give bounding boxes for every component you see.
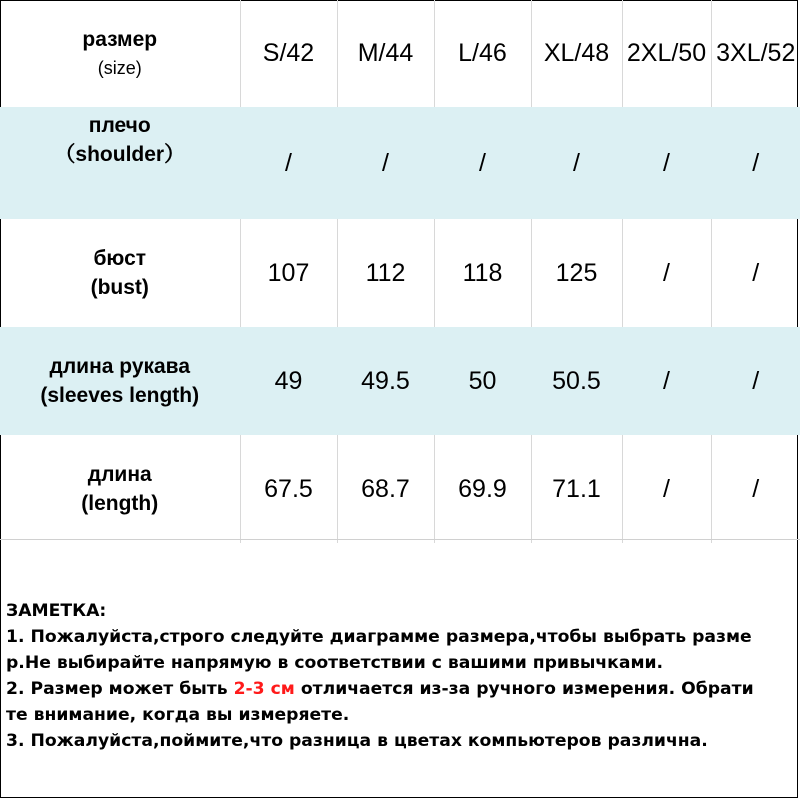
shoulder-value: / <box>622 107 711 219</box>
note-3: 3. Пожалуйста,поймите,что разница в цветах компьютеров различна. <box>6 731 708 751</box>
sleeve-value: 50.5 <box>531 327 622 435</box>
size-m: M/44 <box>337 0 434 107</box>
shoulder-label-en: （shoulder） <box>54 143 186 166</box>
bust-value: 118 <box>434 219 531 327</box>
note-2-line-b: те внимание, когда вы измеряете. <box>6 705 350 725</box>
notes-section <box>6 598 800 754</box>
shoulder-value: / <box>434 107 531 219</box>
size-label-ru: размер <box>82 27 158 51</box>
length-row <box>0 435 800 543</box>
length-value: / <box>622 435 711 543</box>
note-2-text-before: 2. Размер может быть <box>6 679 234 699</box>
shoulder-value: / <box>531 107 622 219</box>
note-2-highlight: 2-3 см <box>233 679 295 699</box>
bust-label-en: (bust) <box>90 276 149 299</box>
bust-value: 125 <box>531 219 622 327</box>
shoulder-label-ru: плечо <box>88 114 151 137</box>
shoulder-value: / <box>337 107 434 219</box>
length-value: 68.7 <box>337 435 434 543</box>
sleeve-row <box>0 327 800 435</box>
note-1-line-b: р.Не выбирайте напрямую в соответствии с вашими привычками. <box>6 653 664 673</box>
sleeve-label-ru: длина рукава <box>49 355 190 378</box>
length-label-en: (length) <box>81 492 159 515</box>
table-bottom-divider <box>0 539 800 540</box>
size-header-row <box>0 0 800 107</box>
shoulder-value: / <box>240 107 337 219</box>
length-value: 67.5 <box>240 435 337 543</box>
size-3xl: 3XL/52 <box>711 0 800 107</box>
length-label-ru: длина <box>87 463 152 486</box>
bust-value: / <box>711 219 800 327</box>
bust-value: 112 <box>337 219 434 327</box>
shoulder-label <box>0 107 240 219</box>
notes-title: ЗАМЕТКА: <box>6 601 107 621</box>
sleeve-value: 49 <box>240 327 337 435</box>
note-1-line-a: 1. Пожалуйста,строго следуйте диаграмме размера,чтобы выбрать разме <box>6 627 752 647</box>
length-value: 71.1 <box>531 435 622 543</box>
sleeve-value: / <box>711 327 800 435</box>
sleeve-label-en: (sleeves length) <box>40 384 200 407</box>
bust-value: / <box>622 219 711 327</box>
bust-row <box>0 219 800 327</box>
note-2-line-a <box>6 676 800 702</box>
length-label <box>0 435 240 543</box>
sleeve-value: / <box>622 327 711 435</box>
shoulder-value: / <box>711 107 800 219</box>
size-label-en: (size) <box>97 57 142 78</box>
size-l: L/46 <box>434 0 531 107</box>
sleeve-value: 49.5 <box>337 327 434 435</box>
length-value: 69.9 <box>434 435 531 543</box>
shoulder-row <box>0 107 800 219</box>
sleeve-value: 50 <box>434 327 531 435</box>
bust-label-ru: бюст <box>93 247 147 270</box>
size-2xl: 2XL/50 <box>622 0 711 107</box>
note-2-text-after: отличается из-за ручного измерения. Обрати <box>294 679 754 699</box>
size-header-label <box>0 0 240 107</box>
bust-label <box>0 219 240 327</box>
size-xl: XL/48 <box>531 0 622 107</box>
size-s: S/42 <box>240 0 337 107</box>
length-value: / <box>711 435 800 543</box>
sleeve-label <box>0 327 240 435</box>
bust-value: 107 <box>240 219 337 327</box>
